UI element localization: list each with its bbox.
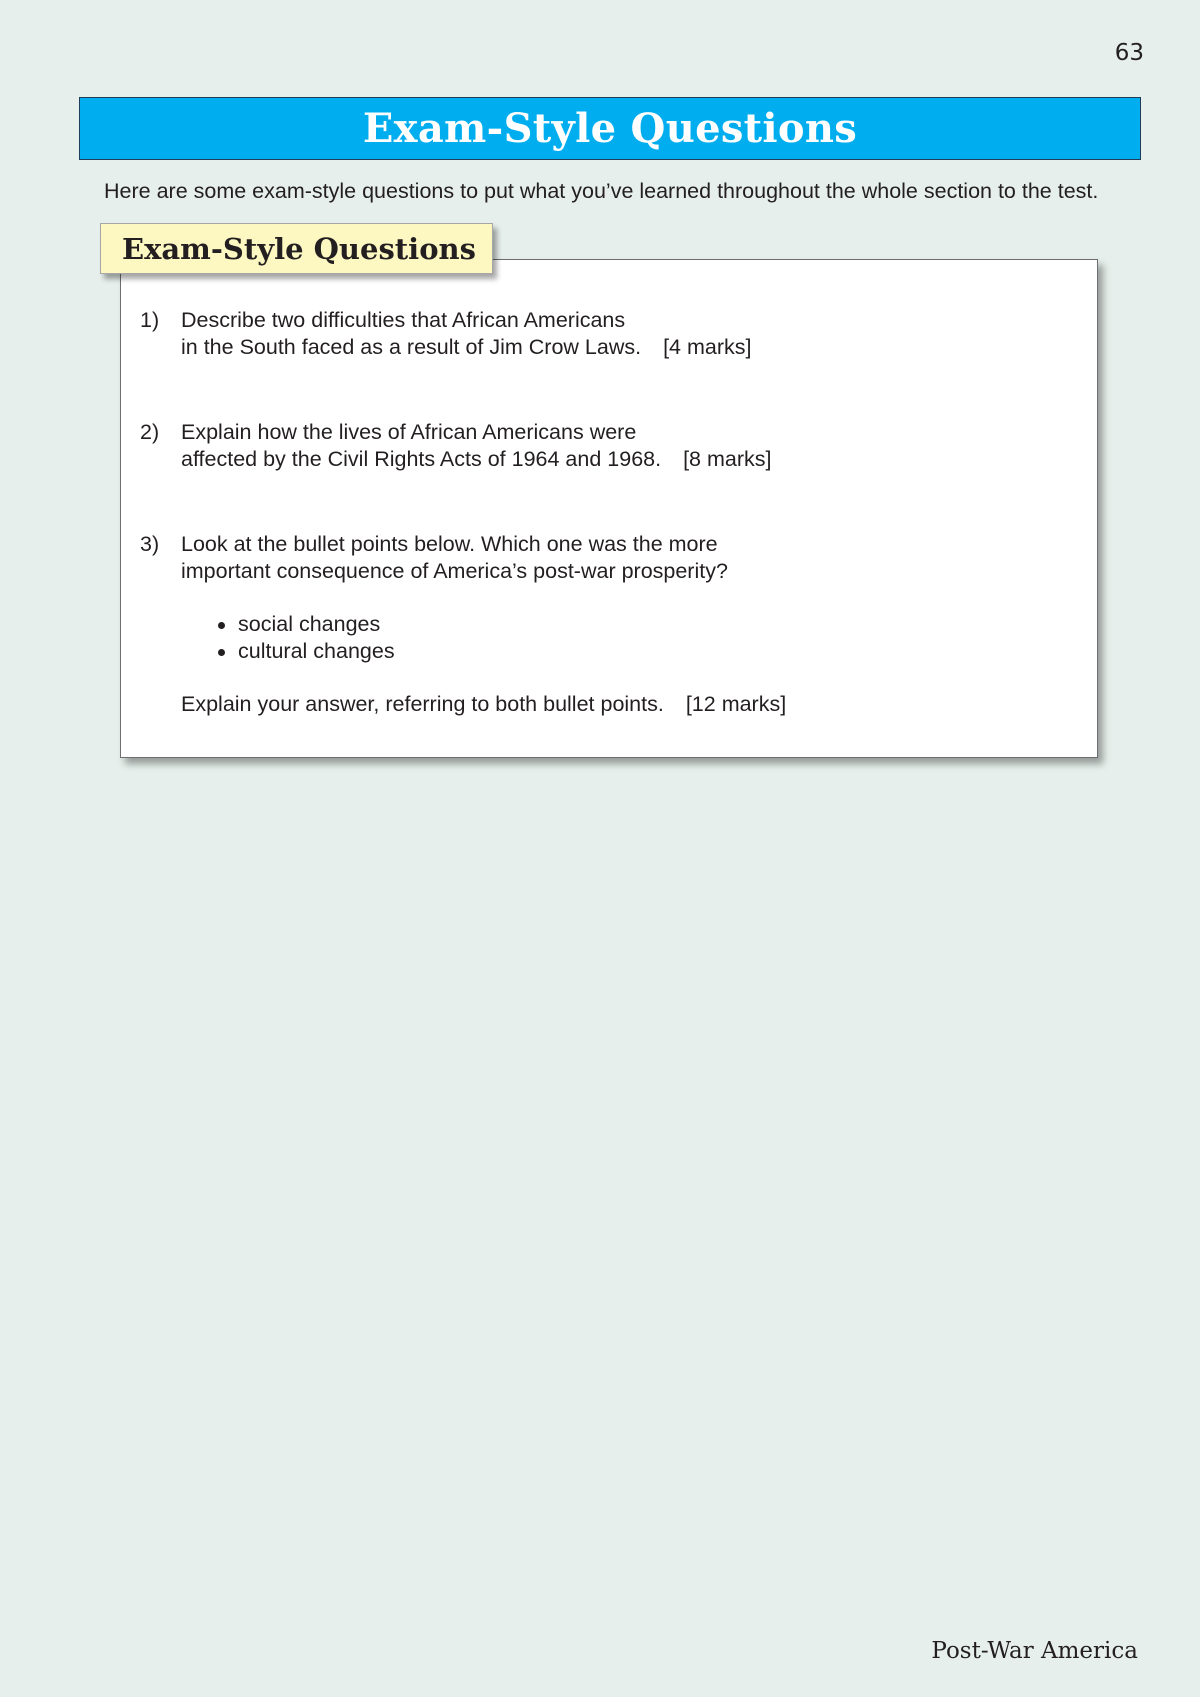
section-footer: Post-War America — [931, 1638, 1138, 1664]
question-marks: [12 marks] — [685, 692, 787, 716]
question-closing-line — [181, 691, 1081, 718]
question-text-line-2 — [181, 334, 1081, 361]
question-text: Look at the bullet points below. Which one was the more — [181, 532, 718, 556]
question-text: affected by the Civil Rights Acts of 1964 and 1968. — [181, 447, 662, 471]
title-banner — [79, 97, 1141, 160]
question-1 — [140, 307, 1040, 361]
box-heading-tab — [100, 223, 493, 274]
page-title: Exam-Style Questions — [362, 105, 858, 152]
question-2 — [140, 419, 1040, 473]
question-marks: [4 marks] — [663, 335, 752, 359]
question-text-line-2 — [181, 446, 1081, 473]
question-text: Describe two difficulties that African Americans — [181, 308, 626, 332]
intro-text: Here are some exam-style questions to put what you’ve learned throughout the whole section to the test. — [104, 179, 1099, 203]
box-heading: Exam-Style Questions — [122, 231, 476, 266]
question-text: Explain how the lives of African Americans were — [181, 420, 637, 444]
question-marks: [8 marks] — [683, 447, 772, 471]
question-closing: Explain your answer, referring to both bullet points. — [181, 692, 664, 716]
page-number: 63 — [1114, 40, 1144, 66]
bullet-item: cultural changes — [238, 638, 1138, 665]
question-number: 2) — [140, 420, 160, 444]
question-number: 3) — [140, 532, 160, 556]
question-text: in the South faced as a result of Jim Crow Laws. — [181, 335, 642, 359]
bullet-item: social changes — [238, 611, 1138, 638]
question-number: 1) — [140, 308, 160, 332]
question-text: important consequence of America’s post-war prosperity? — [181, 559, 728, 583]
question-3 — [140, 531, 1040, 718]
